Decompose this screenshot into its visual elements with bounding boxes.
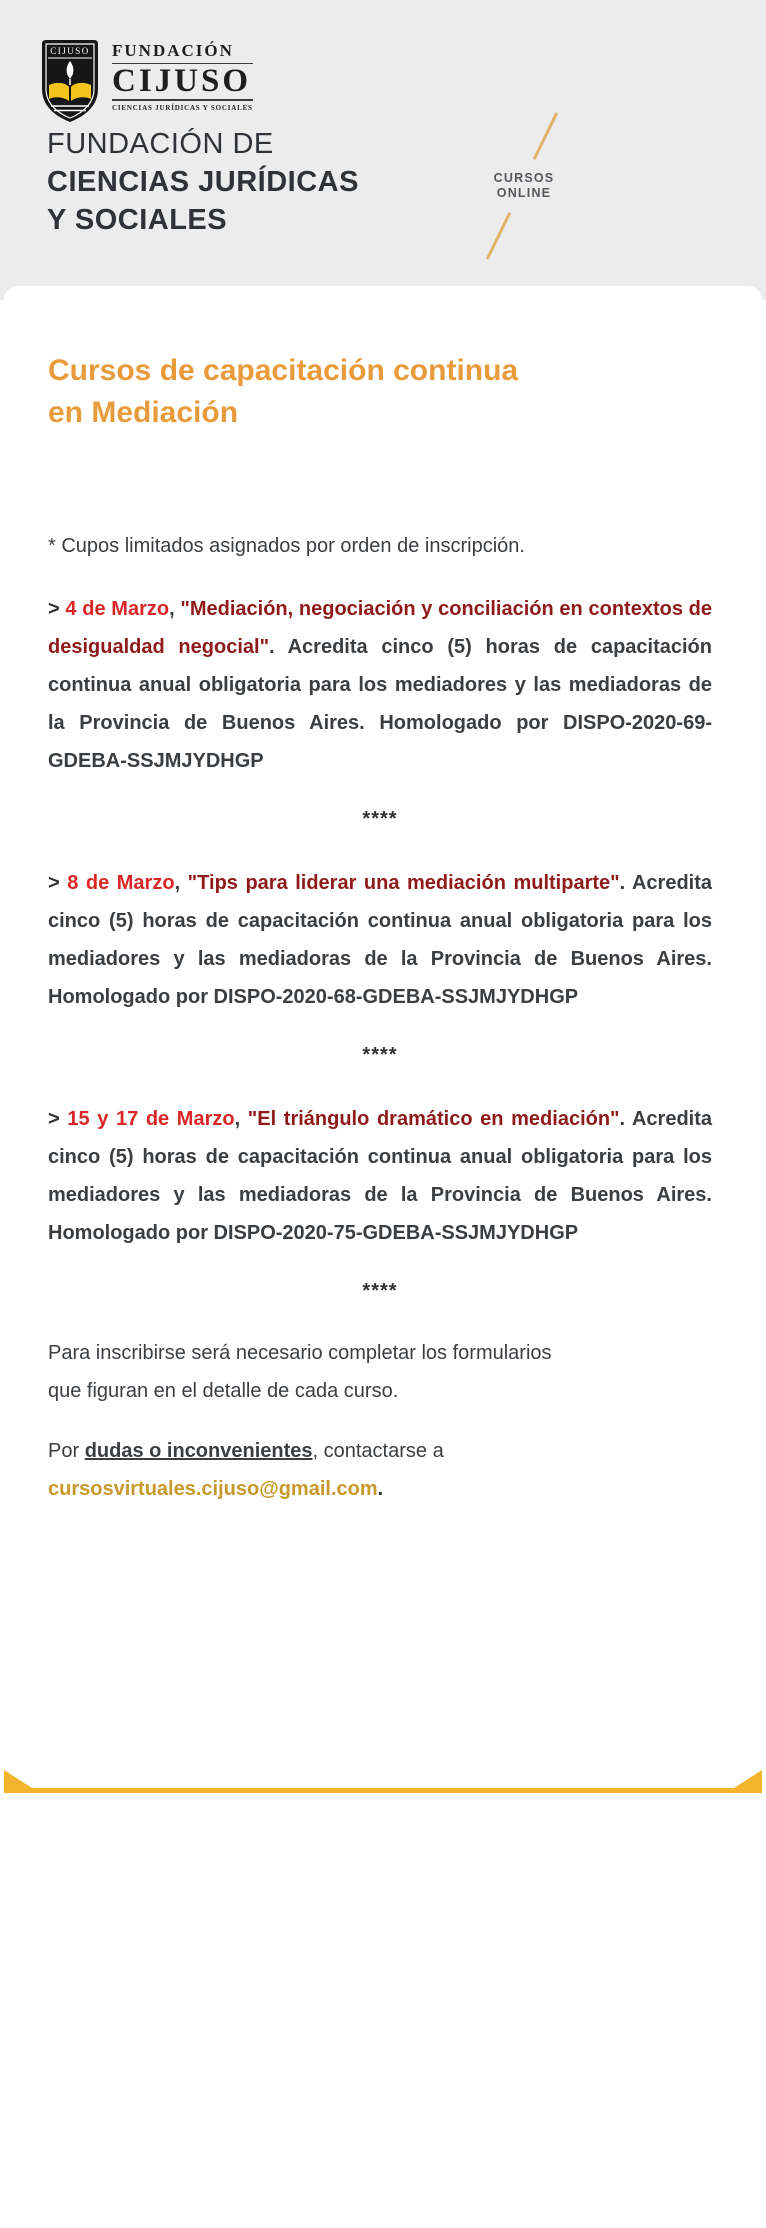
- course-3-date: 15 y 17 de Marzo: [67, 1108, 235, 1130]
- header: [0, 0, 766, 300]
- separator-asterisks: ****: [362, 808, 398, 830]
- course-1-title: "Mediación, negociación y conciliación en contextos de desigualdad negocial": [48, 598, 713, 658]
- contact-suffix: .: [377, 1478, 384, 1500]
- course-item-3: [48, 1100, 712, 1252]
- contact-emphasis: dudas o inconvenientes: [84, 1440, 313, 1462]
- cursos-online-badge: [468, 171, 580, 201]
- course-3-punct: ,: [234, 1108, 241, 1130]
- diagonal-slash-top-icon: [533, 112, 558, 160]
- badge-line-2: ONLINE: [496, 186, 552, 200]
- course-2-date: 8 de Marzo: [67, 872, 175, 894]
- logo-cijuso-text: CIJUSO: [112, 64, 253, 102]
- course-2-bullet: >: [48, 872, 60, 894]
- enrollment-line-1: Para inscribirse será necesario completar los formularios: [48, 1342, 552, 1364]
- course-2-title: "Tips para liderar una mediación multiparte": [187, 872, 620, 894]
- logo-fundacion-text: FUNDACIÓN: [112, 42, 253, 64]
- brand-line-3: Y SOCIALES: [47, 204, 228, 236]
- separator-asterisks: ****: [362, 1280, 398, 1302]
- page-title-line-1: Cursos de capacitación continua: [48, 354, 519, 387]
- course-3-bullet: >: [48, 1108, 60, 1130]
- brand-line-1: FUNDACIÓN DE: [47, 128, 274, 160]
- course-item-1: [48, 590, 712, 780]
- separator-asterisks: ****: [362, 1044, 398, 1066]
- content-card: [4, 286, 762, 1793]
- contact-prefix: Por: [48, 1440, 85, 1462]
- page-title-line-2: en Mediación: [48, 396, 239, 429]
- course-item-2: [48, 864, 712, 1016]
- brand-line-2: CIENCIAS JURÍDICAS: [47, 166, 359, 198]
- course-3-title: "El triángulo dramático en mediación": [247, 1108, 620, 1130]
- course-1-bullet: >: [48, 598, 60, 620]
- enrollment-instructions: [48, 1334, 712, 1410]
- cijuso-shield-icon: [38, 37, 102, 130]
- contact-paragraph: [48, 1432, 712, 1508]
- course-1-description: . Acredita cinco (5) horas de capacitación continua anual obligatoria para los mediadores y las mediadoras de la Provincia de Buenos Aires. Homologado por DISPO-2020-69-GDEBA-SSJMJYDHGP: [48, 636, 712, 772]
- enrollment-line-2: que figuran en el detalle de cada curso.: [48, 1380, 399, 1402]
- cijuso-logo: [38, 37, 253, 130]
- course-2-punct: ,: [174, 872, 181, 894]
- logo-wordmark: [112, 37, 253, 130]
- contact-line-2: [48, 1470, 712, 1508]
- limited-seats-note: * Cupos limitados asignados por orden de inscripción.: [48, 535, 525, 557]
- course-1-date: 4 de Marzo: [65, 598, 170, 620]
- svg-text:CIJUSO: CIJUSO: [50, 46, 90, 56]
- diagonal-slash-bottom-icon: [486, 212, 511, 260]
- course-1-punct: ,: [169, 598, 175, 620]
- contact-middle: , contactarse a: [312, 1440, 444, 1462]
- page-title: [48, 350, 712, 434]
- logo-subtitle-text: CIENCIAS JURÍDICAS Y SOCIALES: [112, 104, 253, 113]
- brand-heading: [47, 125, 359, 239]
- course-3-description: . Acredita cinco (5) horas de capacitación continua anual obligatoria para los mediadores y las mediadoras de la Provincia de Buenos Aires. Homologado por DISPO-2020-75-GDEBA-SSJMJYDHGP: [48, 1108, 713, 1244]
- email-link[interactable]: cursosvirtuales.cijuso@gmail.com: [48, 1478, 378, 1500]
- badge-line-1: CURSOS: [493, 171, 555, 185]
- course-2-description: . Acredita cinco (5) horas de capacitación continua anual obligatoria para los mediadores y las mediadoras de la Provincia de Buenos Aires. Homologado por DISPO-2020-68-GDEBA-SSJMJYDHGP: [48, 872, 713, 1008]
- contact-line-1: [48, 1432, 712, 1470]
